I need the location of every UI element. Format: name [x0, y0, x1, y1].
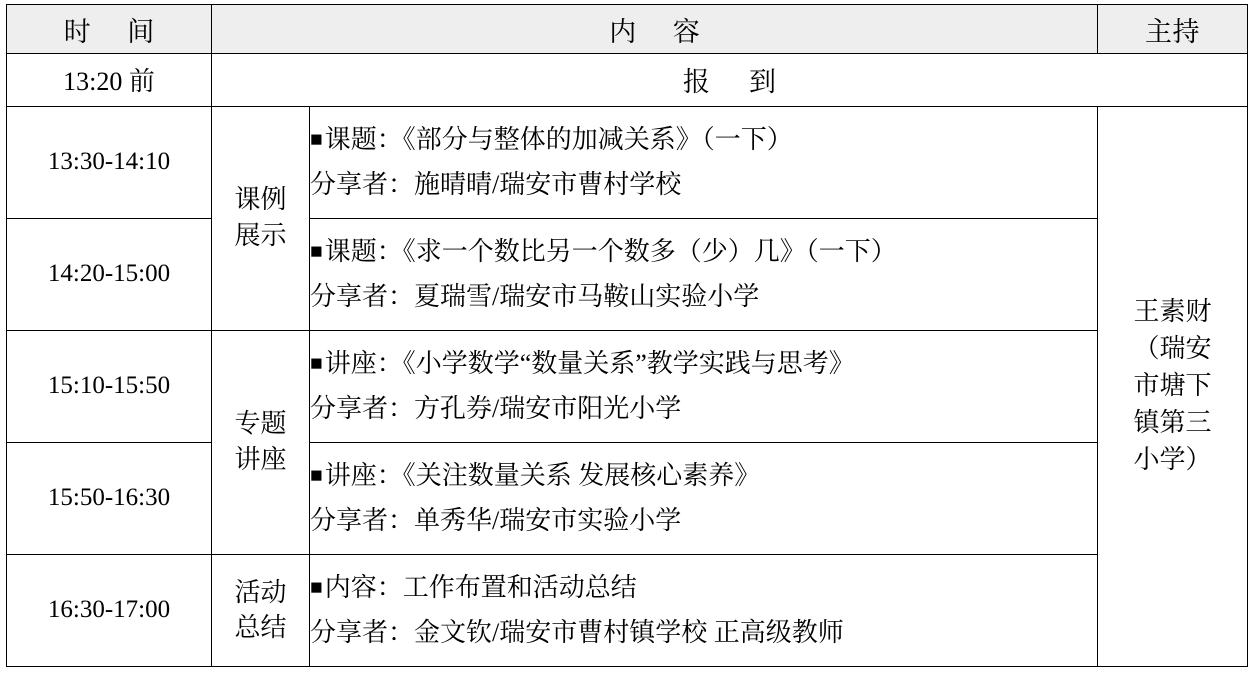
square-bullet-icon: ■ — [310, 463, 323, 488]
sharer-text: 施晴晴/瑞安市曹村学校 — [414, 170, 682, 200]
checkin-label: 报 到 — [212, 54, 1248, 107]
topic-label: 课题： — [324, 237, 403, 267]
topic-line — [310, 456, 1097, 495]
square-bullet-icon: ■ — [310, 239, 323, 264]
row-content — [310, 218, 1098, 330]
host-cell: 王素财 （瑞安 市塘下 镇第三 小学） — [1098, 106, 1248, 666]
schedule-table — [6, 4, 1248, 667]
header-content: 内 容 — [212, 5, 1098, 54]
group-label-summary: 活动 总结 — [212, 554, 310, 666]
sharer-line — [310, 613, 1097, 652]
row-time: 15:50-16:30 — [7, 442, 212, 554]
sharer-label: 分享者： — [310, 170, 415, 200]
row-content — [310, 554, 1098, 666]
checkin-time: 13:20 前 — [7, 54, 212, 107]
topic-text: 《求一个数比另一个数多（少）几》（一下） — [402, 237, 897, 267]
table-row — [7, 218, 1248, 330]
topic-label: 课题： — [324, 125, 403, 155]
table-row — [7, 554, 1248, 666]
row-content — [310, 330, 1098, 442]
sharer-line — [310, 389, 1097, 428]
row-time: 14:20-15:00 — [7, 218, 212, 330]
sharer-text: 方孔券/瑞安市阳光小学 — [414, 394, 682, 424]
sharer-line — [310, 277, 1097, 316]
group-label-demo: 课例 展示 — [212, 106, 310, 330]
square-bullet-icon: ■ — [310, 575, 323, 600]
row-time: 16:30-17:00 — [7, 554, 212, 666]
sharer-label: 分享者： — [310, 282, 415, 312]
header-host: 主持 — [1098, 5, 1248, 54]
sharer-label: 分享者： — [310, 394, 415, 424]
row-content — [310, 442, 1098, 554]
row-time: 13:30-14:10 — [7, 106, 212, 218]
table-row — [7, 106, 1248, 218]
table-row — [7, 330, 1248, 442]
sharer-label: 分享者： — [310, 618, 415, 648]
topic-line — [310, 120, 1097, 159]
topic-label: 讲座： — [324, 461, 403, 491]
sharer-text: 金文钦/瑞安市曹村镇学校 正高级教师 — [414, 618, 844, 648]
topic-text: 《关注数量关系 发展核心素养》 — [402, 461, 761, 491]
topic-text: 《部分与整体的加减关系》（一下） — [402, 125, 793, 155]
table-header-row — [7, 5, 1248, 54]
sharer-label: 分享者： — [310, 506, 415, 536]
sharer-text: 夏瑞雪/瑞安市马鞍山实验小学 — [414, 282, 760, 312]
row-content — [310, 106, 1098, 218]
topic-label: 内容： — [324, 573, 403, 603]
header-time: 时 间 — [7, 5, 212, 54]
topic-line — [310, 232, 1097, 271]
topic-text: 工作布置和活动总结 — [402, 573, 637, 603]
row-time: 15:10-15:50 — [7, 330, 212, 442]
sharer-text: 单秀华/瑞安市实验小学 — [414, 506, 682, 536]
square-bullet-icon: ■ — [310, 351, 323, 376]
topic-label: 讲座： — [324, 349, 403, 379]
topic-text: 《小学数学“数量关系”教学实践与思考》 — [402, 349, 855, 379]
group-label-lecture: 专题 讲座 — [212, 330, 310, 554]
table-row-checkin — [7, 54, 1248, 107]
topic-line — [310, 344, 1097, 383]
topic-line — [310, 568, 1097, 607]
square-bullet-icon: ■ — [310, 127, 323, 152]
sharer-line — [310, 165, 1097, 204]
table-row — [7, 442, 1248, 554]
sharer-line — [310, 501, 1097, 540]
